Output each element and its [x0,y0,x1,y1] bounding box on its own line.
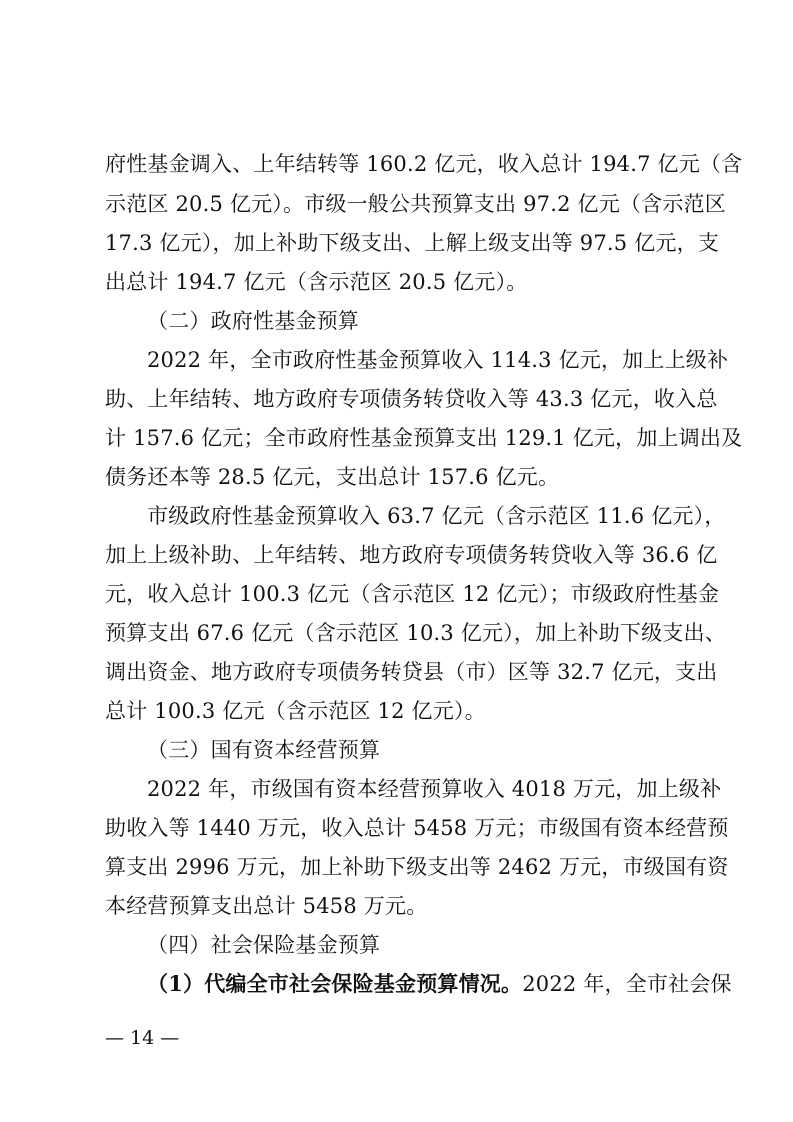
section-heading: （四）社会保险基金预算 [147,933,381,957]
paragraph-line [147,970,732,998]
paragraph-line: 本经营预算支出总计 5458 万元。 [105,894,428,918]
paragraph-line: 市级政府性基金预算收入 63.7 亿元（含示范区 11.6 亿元）， [147,504,726,528]
paragraph-line: 总计 100.3 亿元（含示范区 12 亿元）。 [105,699,486,723]
paragraph-line: 出总计 194.7 亿元（含示范区 20.5 亿元）。 [105,270,528,294]
paragraph-line: 加上上级补助、上年结转、地方政府专项债务转贷收入等 36.6 亿 [105,543,718,567]
paragraph-line: 算支出 2996 万元，加上补助下级支出等 2462 万元，市级国有资 [105,855,729,879]
paragraph-line: 17.3 亿元），加上补助下级支出、上解上级支出等 97.5 亿元，支 [105,231,720,255]
paragraph-line: 府性基金调入、上年结转等 160.2 亿元，收入总计 194.7 亿元（含 [105,152,743,176]
paragraph-line: 调出资金、地方政府专项债务转贷县（市）区等 32.7 亿元，支出 [105,660,718,684]
paragraph-line: 示范区 20.5 亿元）。市级一般公共预算支出 97.2 亿元（含示范区 [105,192,726,216]
paragraph-line: 预算支出 67.6 亿元（含示范区 10.3 亿元），加上补助下级支出、 [105,621,726,645]
paragraph-line: 计 157.6 亿元；全市政府性基金预算支出 129.1 亿元，加上调出及 [105,426,743,450]
paragraph-line: 2022 年，市级国有资本经营预算收入 4018 万元，加上级补 [147,777,722,801]
paragraph-line: 元，收入总计 100.3 亿元（含示范区 12 亿元）；市级政府性基金 [105,582,720,606]
paragraph-line: 债务还本等 28.5 亿元，支出总计 157.6 亿元。 [105,465,560,489]
section-heading: （三）国有资本经营预算 [147,738,381,762]
paragraph-line: 2022 年，全市政府性基金预算收入 114.3 亿元，加上上级补 [147,348,729,372]
paragraph-line: 助、上年结转、地方政府专项债务转贷收入等 43.3 亿元，收入总 [105,387,718,411]
section-heading: （二）政府性基金预算 [147,309,359,333]
paragraph-line: 助收入等 1440 万元，收入总计 5458 万元；市级国有资本经营预 [105,816,729,840]
bold-subheading: （1）代编全市社会保险基金预算情况。 [147,971,523,996]
page-number: — 14 — [105,1027,180,1049]
paragraph-text: 2022 年，全市社会保 [522,972,732,996]
